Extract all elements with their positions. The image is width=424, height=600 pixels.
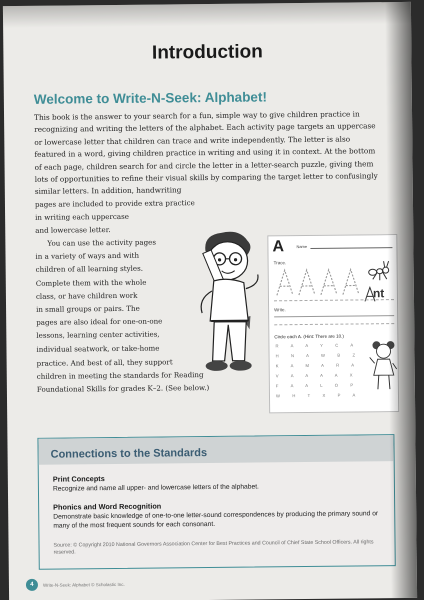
intro-line: of each page, children search for and circle the letter in a letter-search puzzle, giving them [34,158,374,172]
letter-grid-row: H N A W B Z [275,352,361,359]
worksheet-word-suffix: nt [372,286,385,301]
left-column-part-2 [35,236,204,356]
worksheet-trace-label: Trace. [273,260,287,266]
column-line: practice. And best of all, they support [36,357,173,368]
standard-text: Demonstrate basic knowledge of one-to-one letter-sound correspondences by producing the primary sound or many of the most frequent sounds for each consonant. [53,510,379,531]
page-title: Introduction [151,41,263,64]
intro-line: This book is the answer to your search for a fun, simple way to give children practice in [34,109,360,122]
letter-grid-row: V A A A A X [275,372,359,379]
page-top-shadow [3,2,411,28]
column-line: in writing each uppercase [35,212,129,223]
letter-grid-row: F A A L O P [275,382,359,389]
write-line [274,315,394,317]
worksheet-thumbnail [267,234,399,413]
worksheet-name-label: Name [296,243,308,250]
letter-grid-row: W H T X P A [275,392,361,399]
footer-text: Write-N-Seek: Alphabet © Scholastic Inc. [42,581,125,588]
column-line: and lowercase letter. [35,225,111,236]
worksheet-write-label: Write. [274,307,286,313]
intro-line: lots of opportunities to refine their visual skills by comparing the target letter to confusingly [34,171,378,184]
traced-letters [275,266,361,297]
left-column-part-1 [35,197,195,237]
worksheet-letter: A [272,238,285,256]
column-line: lessons, learning center activities, [36,329,160,341]
standards-source: Source: © Copyright 2010 National Governors Association Center for Best Practices and Council of Chief State School Officers. All rights reserved. [53,539,374,556]
column-line: Foundational Skills for grades K–2. (See below.) [36,383,210,395]
letter-grid-row: K A M A R A [275,362,360,369]
worksheet-circle-label: Circle each A. (Hint: There are 10.) [274,333,344,340]
column-line: in small groups or pairs. The [36,303,140,314]
welcome-heading: Welcome to Write-N-Seek: Alphabet! [33,89,267,107]
intro-line: featured in a word, giving children practice in writing and using it in context. At the bottom [34,146,376,160]
letter-grid-row: R A A Y C A [275,342,359,349]
column-line: pages are also ideal for one-on-one [36,316,163,328]
write-line [274,323,394,325]
intro-line: recognizing and writing the letters of the alphabet. Each activity page targets an uppercase [34,121,376,135]
intro-line: or lowercase letter that children can trace and write independently. The letter is also [34,134,351,147]
column-line: Complete them with the whole [35,277,147,288]
standard-heading: Print Concepts [52,474,105,484]
column-line: class, or have children work [35,290,138,301]
standards-box [37,434,395,570]
worksheet-name-line [310,247,392,249]
boy-with-pencil-illustration [187,228,279,384]
page-number-badge: 4 [26,579,38,591]
page-binding-shadow [385,2,417,598]
book-page [3,2,417,600]
column-line: pages are included to provide extra practice [34,198,195,209]
standard-heading: Phonics and Word Recognition [53,501,162,512]
column-line: individual seatwork, or take-home [36,343,160,354]
column-line: children of all learning styles. [35,264,144,275]
intro-line: similar letters. In addition, handwriting [34,185,182,197]
intro-paragraph [34,108,391,199]
column-line: in a variety of ways and with [35,250,140,262]
column-line: You can use the activity pages [47,237,157,248]
standard-text: Recognize and name all upper- and lowercase letters of the alphabet. [52,483,259,493]
standards-title: Connections to the Standards [50,447,208,461]
column-line: children in meeting the standards for Reading [36,370,204,382]
